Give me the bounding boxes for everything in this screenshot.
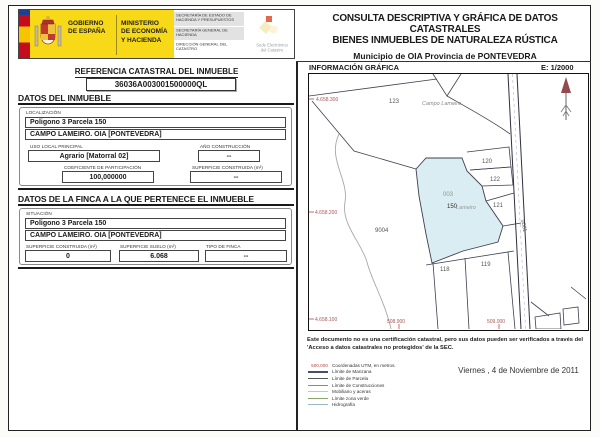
sede-logo-icon <box>266 16 272 22</box>
utm-easting-2: 509.000 <box>487 319 506 325</box>
legend-row-manzana: Límite de Manzana <box>306 369 442 376</box>
legend-row-mobiliario: Mobiliario y aceras <box>306 388 442 395</box>
finca-panel <box>19 208 292 265</box>
anio-field: -- <box>198 150 260 162</box>
utm-easting-1: 508.900 <box>387 319 406 325</box>
secretaria-1: SECRETARÍA DE ESTADO DE HACIENDA Y PRESUPUESTOS <box>176 13 235 23</box>
doc-title-line1: CONSULTA DESCRIPTIVA Y GRÁFICA DE DATOS CATASTRALES <box>332 13 558 35</box>
sup-suelo-label: SUPERFICIE SUELO (m²) <box>120 244 176 250</box>
parcel-150-label: 150 <box>447 204 458 210</box>
map-canvas <box>309 74 587 329</box>
document-date: Viernes , 4 de Noviembre de 2011 <box>458 366 579 375</box>
legend-row-coords <box>306 362 442 369</box>
legend-row-construcciones: Límite de Construcciones <box>306 382 442 389</box>
coat-of-arms-icon <box>30 10 66 58</box>
construcciones-line-icon <box>308 385 328 386</box>
coef-label: COEFICIENTE DE PARTICIPACIÓN <box>64 165 142 171</box>
secretaria-3: DIRECCIÓN GENERAL DEL CATASTRO <box>176 42 228 52</box>
sede-electronica-logo <box>244 10 294 58</box>
coef-field: 100,000000 <box>62 171 154 183</box>
road-9001-label: 9001 <box>519 219 528 233</box>
finca-title-rule <box>18 204 294 206</box>
sup-construida-field: 0 <box>25 250 111 262</box>
inmueble-bottom-rule <box>18 188 294 190</box>
legend-row-zona-verde: Límite zona verde <box>306 395 442 402</box>
parcel-121-label: 121 <box>493 203 504 209</box>
parcela-line-icon <box>308 378 328 379</box>
map-legend <box>306 362 442 408</box>
parcel-119-label: 119 <box>481 262 491 268</box>
spain-flag-icon <box>19 10 30 58</box>
inmueble-panel <box>19 107 292 186</box>
mobiliario-line-icon <box>308 391 328 392</box>
north-arrow-icon <box>561 77 571 120</box>
parcel-9004-label: 9004 <box>375 228 389 234</box>
poligono-003-label: 003 <box>443 192 454 198</box>
column-divider <box>296 61 298 430</box>
ministerio-label-2: DE ECONOMÍA <box>121 28 168 36</box>
parcel-120-label: 120 <box>482 159 493 165</box>
secretarias-block <box>174 10 244 58</box>
cadastral-map[interactable] <box>308 73 589 331</box>
place-campo-lameiro: Campo Lameiro <box>422 101 462 107</box>
inmueble-title-rule <box>18 103 294 105</box>
superficie-label: SUPERFICIE CONSTRUIDA (m²) <box>192 165 263 171</box>
aviso-line-2: 'Acceso a datos catastrales no protegidos' de la SEC. <box>307 344 454 351</box>
place-lameiro: Lameiro <box>456 205 476 211</box>
tipo-finca-field: -- <box>205 250 287 262</box>
manzana-line-icon <box>308 371 328 373</box>
legend-coords-label: Coordenadas UTM, en metros. <box>332 362 396 368</box>
localizacion-field-1: Poligono 3 Parcela 150 <box>25 117 286 128</box>
sup-suelo-field: 6.068 <box>119 250 199 262</box>
parcel-122-label: 122 <box>490 177 501 183</box>
finca-section-title: DATOS DE LA FINCA A LA QUE PERTENECE EL INMUEBLE <box>18 194 254 204</box>
sede-logo-blob <box>269 25 278 34</box>
sede-label-1: Sede Electrónica <box>256 43 288 48</box>
localizacion-field-2: CAMPO LAMEIRO. OIA [PONTEVEDRA] <box>25 129 286 140</box>
legend-row-hidrografia: Hidrografía <box>306 402 442 409</box>
municipio-line: Municipio de OIA Provincia de PONTEVEDRA <box>353 51 537 61</box>
aviso-line-1: Este documento no es una certificación catastral, pero sus datos pueden ser verificados a través del <box>307 336 583 343</box>
legend-coords-sample: 500,000 <box>311 362 328 368</box>
uso-field: Agrario [Matorral 02] <box>28 150 160 162</box>
finca-bottom-rule <box>18 267 294 269</box>
ministerio-label-3: Y HACIENDA <box>121 36 162 44</box>
gobierno-label-1: GOBIERNO <box>68 20 104 27</box>
tipo-finca-label: TIPO DE FINCA <box>206 244 241 250</box>
map-section-topline <box>296 61 591 62</box>
ministerio-label-1: MINISTERIO <box>121 20 159 27</box>
document-title-block <box>299 13 591 61</box>
parcel-118-label: 118 <box>440 267 450 273</box>
legend-row-parcela: Límite de Parcela <box>306 375 442 382</box>
map-scale-label: E: 1/2000 <box>541 63 574 72</box>
map-section-title: INFORMACIÓN GRÁFICA <box>309 63 399 72</box>
utm-northing-1: 4.658.300 <box>316 97 339 103</box>
referencia-value-box: 36036A003001500000QL <box>86 78 236 91</box>
gobierno-label-2: DE ESPAÑA <box>68 28 106 36</box>
government-header <box>18 9 295 59</box>
utm-northing-3: 4.658.100 <box>315 317 338 323</box>
sede-label-2: del Catastro <box>260 47 284 53</box>
hidrografia-line-icon <box>308 404 328 405</box>
parcel-123-label: 123 <box>389 99 400 105</box>
situacion-label: SITUACIÓN <box>26 211 52 217</box>
inmueble-section-title: DATOS DEL INMUEBLE <box>18 93 112 103</box>
superficie-field: -- <box>190 171 282 183</box>
situacion-field-1: Poligono 3 Parcela 150 <box>25 218 286 229</box>
localizacion-label: LOCALIZACIÓN <box>26 110 61 116</box>
zona-verde-line-icon <box>308 398 328 399</box>
sup-construida-label: SUPERFICIE CONSTRUIDA (m²) <box>26 244 97 250</box>
referencia-title: REFERENCIA CATASTRAL DEL INMUEBLE <box>74 67 239 76</box>
doc-title-line2: BIENES INMUEBLES DE NATURALEZA RÚSTICA <box>332 35 558 46</box>
anio-label: AÑO CONSTRUCCIÓN <box>200 144 251 150</box>
situacion-field-2: CAMPO LAMEIRO. OIA [PONTEVEDRA] <box>25 230 286 241</box>
uso-label: USO LOCAL PRINCIPAL <box>30 144 83 150</box>
secretaria-2: SECRETARÍA GENERAL DE HACIENDA <box>176 28 228 38</box>
utm-northing-2: 4.658.200 <box>315 210 338 216</box>
